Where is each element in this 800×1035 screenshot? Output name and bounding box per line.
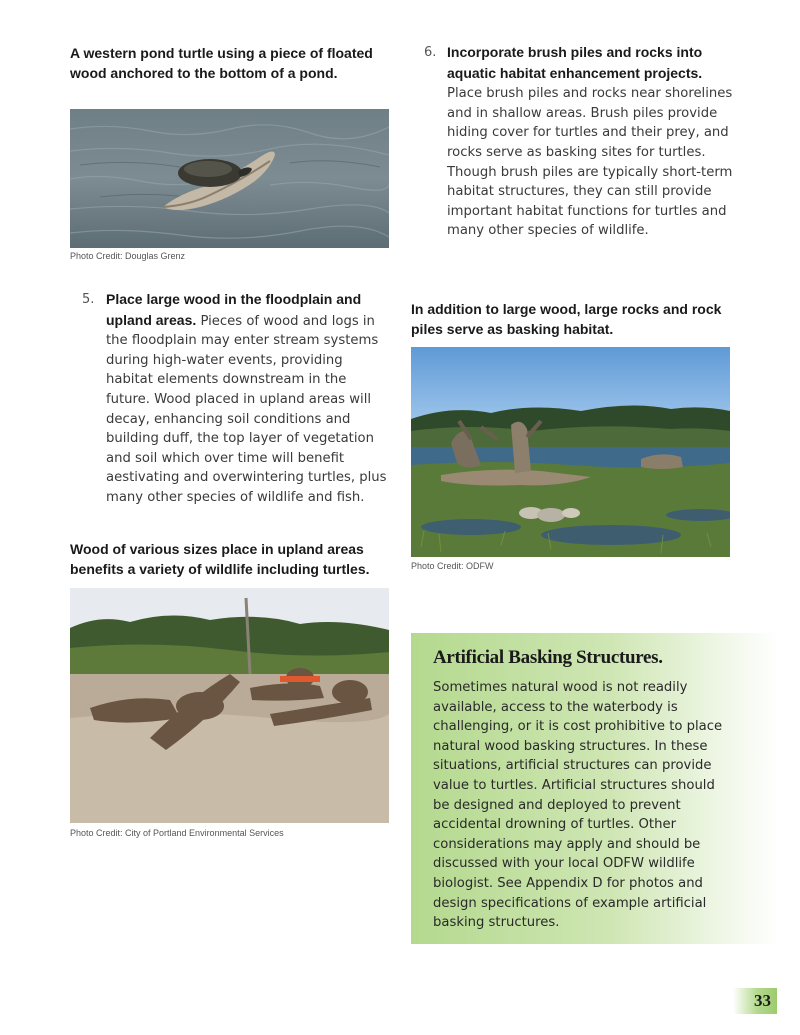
photo2-caption: In addition to large wood, large rocks and rock piles serve as basking habitat. xyxy=(411,301,722,337)
upland-wood-photo xyxy=(70,588,389,823)
list-item-5-heading: Place large wood in the floodplain and upland areas. xyxy=(106,291,362,328)
list-number-5: 5. xyxy=(82,292,95,307)
list-number-6: 6. xyxy=(424,45,437,60)
list-item-6-heading: Incorporate brush piles and rocks into aquatic habitat enhancement projects. xyxy=(447,44,703,81)
photo1-caption: A western pond turtle using a piece of floated wood anchored to the bottom of a pond. xyxy=(70,45,373,81)
list-item-5-body: Pieces of wood and logs in the floodplain may enter stream systems during high-water events, providing habitat elements downstream in the future. Wood placed in upland areas will decay, enhancing soil conditions and building duff, the top layer of vegetation and soil which over time will benefit aestivating and overwintering turtles, plus many other species of wildlife and fish. xyxy=(106,313,387,505)
photo2-credit: Photo Credit: ODFW xyxy=(411,561,494,571)
artificial-basking-sidebar xyxy=(411,633,777,944)
page-number: 33 xyxy=(754,991,771,1010)
photo1-credit: Photo Credit: Douglas Grenz xyxy=(70,251,186,261)
photo3-caption: Wood of various sizes place in upland areas benefits a variety of wildlife including turtles. xyxy=(70,541,370,577)
turtle-on-wood-photo xyxy=(70,109,389,248)
sidebar-body: Sometimes natural wood is not readily available, access to the waterbody is challenging, or it is cost prohibitive to place natural wood basking structures. In these situations, artificial structures can provide value to turtles. Artificial structures should be designed and deployed to prevent accidental drowning of turtles. Other considerations may apply and should be discussed with your local ODFW wildlife biologist. See Appendix D for photos and design specifications of example artificial basking structures. xyxy=(433,680,723,931)
list-item-6-body: Place brush piles and rocks near shorelines and in shallow areas. Brush piles provide hiding cover for turtles and their prey, and rocks serve as basking sites for turtles. Though brush piles are typically short-term habitat structures, they can still provide important habitat functions for turtles and many other species of wildlife. xyxy=(447,86,733,239)
photo3-credit: Photo Credit: City of Portland Environmental Services xyxy=(70,828,284,838)
page-number-tab xyxy=(733,988,777,1014)
list-item-5 xyxy=(106,290,391,508)
wetland-logs-rocks-photo xyxy=(411,347,730,557)
sidebar-title: Artificial Basking Structures. xyxy=(433,647,663,668)
list-item-6 xyxy=(447,43,737,241)
